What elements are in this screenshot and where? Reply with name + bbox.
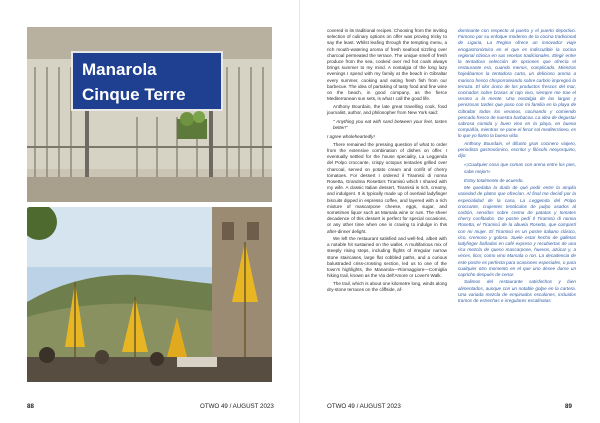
es-quote: «¡Cualquier cosa que comas con arena entre los pies, sabe mejor!» (464, 162, 576, 174)
right-page-number: 89 (565, 403, 572, 410)
en-paragraph-6: The trail, which is about one kilometre long, winds along dry-stone terraces on the cliffside, af- (327, 280, 447, 292)
es-paragraph-1: dominante con respecto al puerto y el puerto deportivo. Famoso por su enfoque moderno de la cocina tradicional de Liguria, La Regina ofrece un innovador viaje enogastronómico en el que es indiscutible la cocina regional clásica en sus recetas tradicionales. Elegir entre la tentadora selección de opciones que ofrecía el restaurante era, cuando menos, complicado. Mientras hojeábamos la tentadora carta, un delicioso aroma a marisco fresco chisporroteando sobre carbón impregnó la terraza. El olor único de los productos frescos del mar, cocinados sobre brasas al rojo vivo, siempre me trae el verano a la mente. Una nostalgia de las largas y perezosas tardes que paso con mi familia en la playa de Gibraltar todos los veranos, cocinando y comiendo pescado fresco de nuestra barbacoa. La idea de degustar sabrosa comida y buen vino en la playa, en buena compañía, mientras se pone el feroz sol mediterráneo, es lo que yo llamo la buena vida. (458, 28, 576, 139)
left-page-number: 88 (27, 403, 34, 410)
en-paragraph-3: I agree wholeheartedly! (327, 134, 375, 140)
english-text-column (327, 28, 447, 294)
terrace-umbrellas-photo (27, 207, 272, 382)
left-issue-label: OTWO 49 / AUGUST 2023 (200, 403, 274, 410)
es-paragraph-4: Me quedaba la duda de qué pedir entre la amplia variedad de platos que ofrecían. Al final me decidí por la especialidad de la casa, La Leggenda del Polpo croccante, crujientes tentáculos de pulpo asados al carbón, servidos sobre crema de patatas y tomates cherry confitados. De postre pedí Il Tiramisù di nonna Rosetta, el Tiramisú de la abuela Rosetta, que compartí con mi mujer. El Tiramisú es un postre italiano clásico, rico, cremoso y goloso. Suele estar hecho de galletas ladyfinger bañadas en café expreso y recubiertas de una rica mezcla de queso mascarpone, huevos, azúcar y, a veces, licor, como vino Marsala o ron. La decadencia de este postre es perfecta para ocasiones especiales, o para cualquier otro momento en el que uno desee darse un capricho después de cenar. (458, 185, 576, 278)
es-paragraph-3: Estoy totalmente de acuerdo. (464, 177, 524, 183)
es-paragraph-2: Anthony Bourdain, el difunto gran cocinero viajero, periodista gastronómico, escritor y filósofo neoyorquino, dijo: (458, 140, 576, 159)
sign-line1: Manarola (82, 60, 157, 79)
en-paragraph-4: There remained the pressing question of what to order from the extensive combination of dishes on offer. I eventually settled for the house speciality, La Leggenda del Polpo croccante, crispy octopus tentacles grilled over charcoal, served on potato cream and confit of cherry tomatoes. For dessert I ordered il Tiramisù di nonna Rosetta, Grandma Rosetta's Tiramisù which I shared with my wife. A classic Italian dessert, Tiramisù is rich, creamy, and indulgent. It is typically made up of overlaid ladyfinger biscuits dipped in espresso coffee, and layered with a rich mixture of mascarpone cheese, eggs, sugar, and sometimes liquor such as Marsala wine or rum. The sheer decadence of this dessert is perfect for special occasions, or any other time when one is craving to indulge in this after-dinner delight. (327, 141, 447, 234)
en-quote: " Anything you eat with sand between your feet, tastes better!" (333, 119, 447, 131)
es-paragraph-5: Salimos del restaurante satisfechos y bien alimentados, aunque con un notable golpe en la cartera. Una variada mezcla de empinados escalones, incluidos tramos de estrechas e irregulares escalinatas (458, 279, 576, 304)
page-spine (299, 0, 300, 423)
en-paragraph-2: Anthony Bourdain, the late great travelling cook, food journalist, author, and philosopher from New York said: (327, 103, 447, 115)
en-paragraph-5: We left the restaurant satisfied and well-fed, albeit with a notable hit sustained on the wallet. A multifarious mix of steeply rising steps, including flights of irregular narrow stone staircases, large flat cobbled paths, and a curious balustraded criss-crossing section, led us to one of the town's highlights, the Manarola—Riomaggiore—Corniglia hiking trail, known as the Via dell'Amore or Lover's Walk. (327, 236, 447, 279)
right-issue-label: OTWO 49 / AUGUST 2023 (327, 403, 401, 410)
en-paragraph-1: covered in its traditional recipes. Choosing from the inviting selection of culinary options on offer was proving tricky to say the least. Whilst leafing through the tempting menu, a rich mouth-watering aroma of fresh seafood sizzling over charcoal permeated the terrace. The unique smell of fresh produce from the sea, cooked over red hot coals always brings summer to my mind. A nostalgia of the long lazy evenings I spend with my family at the beach in Gibraltar every summer, cooking and eating fresh fish from our barbecue. The idea of partaking of tasty food and fine wine on the beach, in good company, as the fierce Mediterranean sun sets, is what I call the good life. (327, 28, 448, 102)
sign-line2: Cinque Terre (82, 85, 186, 104)
manarola-sign-photo (27, 27, 272, 202)
spanish-text-column (458, 28, 576, 305)
